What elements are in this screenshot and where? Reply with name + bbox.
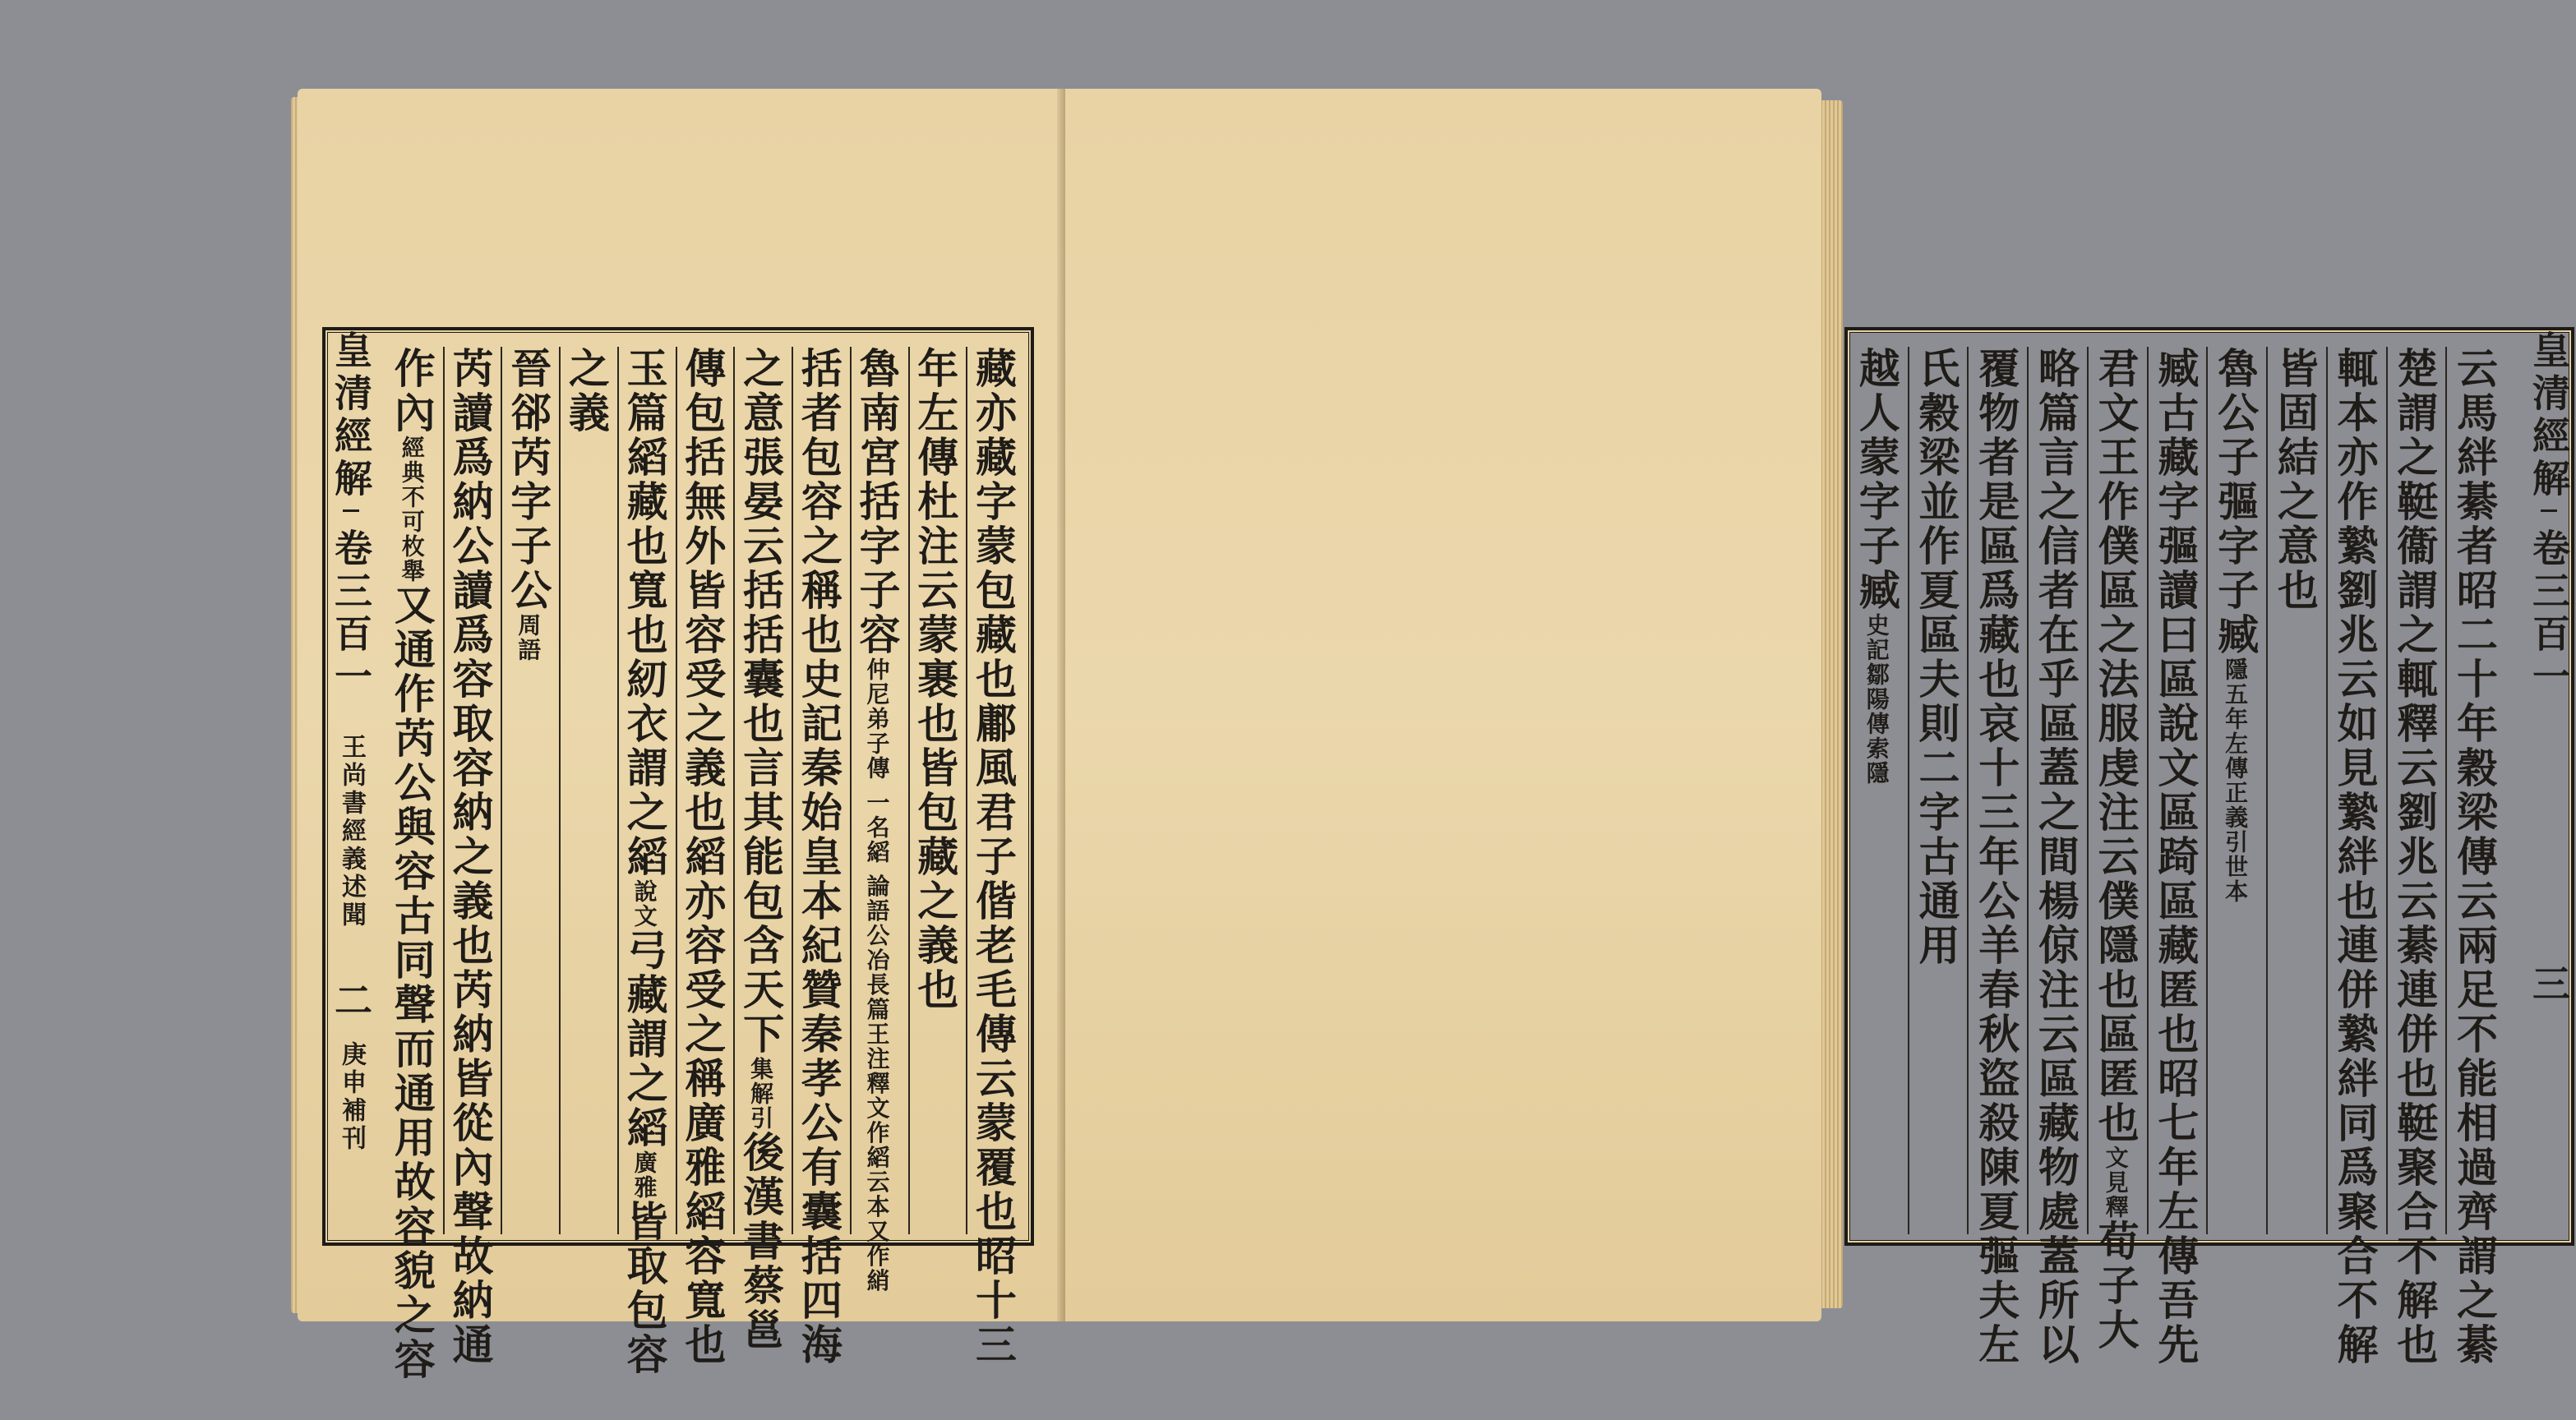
col-main-text: 覆物者是區爲藏也哀十三年公羊春秋盜殺陳夏彄夫左 [1972, 347, 2021, 1367]
spine-author: 王尚書經義述聞 [337, 734, 366, 930]
spine-page-number-right: 三 [2527, 964, 2571, 1007]
right-text-column [2147, 347, 2207, 1367]
col-main-text: 玉篇縚藏也寬也紉衣謂之縚 [620, 347, 669, 879]
left-text-column [617, 347, 676, 1377]
spine-edition: 庚申補刊 [337, 1041, 366, 1154]
left-page [298, 89, 1065, 1382]
right-text-column [2386, 347, 2446, 1367]
col-main-text: 楚謂之䩠衞謂之輒釋云劉兆云綦連併也䩠聚合不解也 [2390, 347, 2440, 1367]
col-main-text: 皆取包容 [620, 1200, 669, 1377]
col-main-text: 年左傳杜注云蒙裹也皆包藏之義也 [911, 347, 960, 1012]
col-main-text: 云馬絆綦者昭二十年穀梁傳云兩足不能相過齊謂之綦 [2450, 347, 2499, 1367]
right-text-column [2266, 347, 2326, 1234]
col-main-text: 荀子大 [2091, 1219, 2140, 1353]
right-text-column [1849, 347, 1908, 1234]
col-main-text: 之意張晏云括括囊也言其能包含天下 [736, 347, 786, 1057]
left-text-column [966, 347, 1024, 1367]
right-text-column [1967, 347, 2027, 1367]
col-main-text: 藏亦藏字蒙包藏也鄘風君子偕老毛傳云蒙覆也昭十三 [969, 347, 1018, 1367]
col-main-text: 傳包括無外皆容受之義也縚亦容受之稱廣雅縚容寬也 [678, 347, 727, 1367]
col-main-text: 魯公子彄字子臧 [2211, 347, 2260, 657]
right-text-frame [1844, 327, 2574, 1367]
left-text-column [792, 347, 850, 1367]
right-page-margin-label [2518, 330, 2576, 1242]
col-annotation: 史記鄒陽傳索隱 [1863, 613, 1890, 786]
col-main-text: 作內 [387, 347, 436, 436]
left-page-margin-label [321, 330, 378, 1242]
col-main-text: 括者包容之稱也史記秦始皇本紀贊秦孝公有囊括四海 [794, 347, 843, 1367]
col-annotation: 文見釋 [2102, 1146, 2130, 1219]
col-main-text: 氏穀梁並作夏區夫則二字古通用 [1912, 347, 1961, 968]
col-main-text: 臧古藏字彄讀曰區說文區踦區藏匿也昭七年左傳吾先 [2151, 347, 2200, 1367]
left-text-column [443, 347, 501, 1367]
col-annotation: 集解引 [747, 1057, 775, 1131]
spine-page-number: 二 [329, 980, 373, 1024]
col-main-text: 皆固結之意也 [2270, 347, 2320, 613]
right-text-column [2326, 347, 2386, 1367]
left-text-column [501, 347, 559, 1234]
col-main-text: 之義 [561, 347, 611, 436]
spine-title: 皇清經解 [329, 330, 373, 501]
col-annotation: 經典不可枚舉 [398, 436, 426, 583]
open-book [298, 89, 2571, 1382]
left-text-column [676, 347, 734, 1367]
right-text-column [1908, 347, 1968, 1234]
right-page [1065, 89, 2571, 1367]
col-main-text: 魯南宮括字子容 [852, 347, 902, 657]
col-annotation: 說文 [630, 879, 658, 929]
left-text-column [850, 347, 908, 1293]
col-annotation: 仲尼弟子傳 一名縚 論語公冶長篇王注釋文作縚云本又作綃 [863, 657, 891, 1293]
col-annotation: 隱五年左傳正義引世本 [2222, 657, 2250, 904]
left-text-column [559, 347, 617, 1234]
left-text-column [908, 347, 967, 1234]
spine-title-right: 皇清經解 [2527, 330, 2571, 501]
col-annotation: 周語 [515, 613, 542, 662]
spine-volume-right: 卷三百一 [2527, 528, 2571, 699]
left-text-column [386, 347, 443, 1382]
left-text-column [733, 347, 792, 1353]
col-main-text: 晉郤芮字子公 [504, 347, 553, 613]
right-text-column [2087, 347, 2147, 1353]
col-main-text: 越人蒙字子臧 [1852, 347, 1901, 613]
col-main-text: 輒本亦作縶劉兆云如見縶絆也連併縶絆同爲聚合不解 [2330, 347, 2380, 1367]
left-text-frame [322, 327, 1034, 1382]
right-text-column [2027, 347, 2087, 1367]
spine-volume: 卷三百一 [329, 528, 373, 699]
col-annotation: 廣雅 [630, 1150, 658, 1200]
col-main-text: 略篇言之信者在乎區蓋之間楊倞注云區藏物處蓋所以 [2031, 347, 2080, 1367]
col-main-text: 後漢書蔡邕 [736, 1131, 786, 1353]
right-text-column [2206, 347, 2266, 1234]
right-text-column [2445, 347, 2505, 1367]
col-main-text: 又通作芮公與容古同聲而通用故容貌之容 [387, 583, 436, 1382]
col-main-text: 君文王作僕區之法服虔注云僕隱也區匿也 [2091, 347, 2140, 1146]
col-main-text: 芮讀爲納公讀爲容取容納之義也芮納皆從內聲故納通 [445, 347, 495, 1367]
col-main-text: 弓藏謂之縚 [620, 929, 669, 1150]
